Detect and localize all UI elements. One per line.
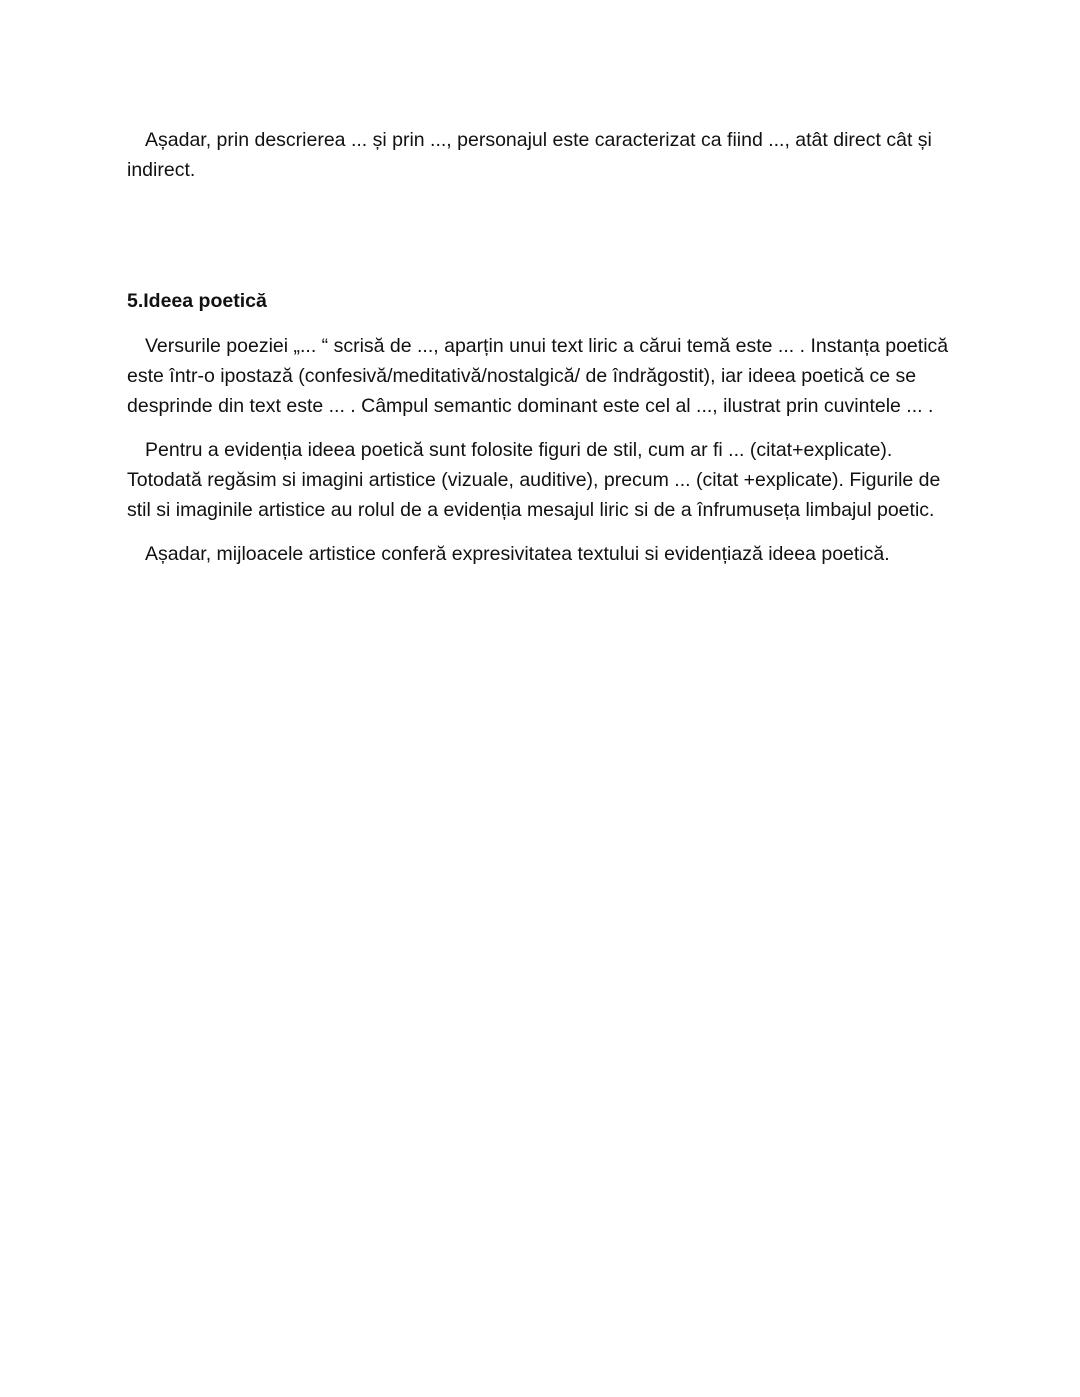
section-heading: 5.Ideea poetică (127, 290, 267, 312)
verses-paragraph: Versurile poeziei „... “ scrisă de ..., aparțin unui text liric a cărui temă este ... . Instanța poetică este într-o ipostază (confesivă/meditativă/nostalgică/ de îndrăgostit), iar ideea poetică ce se desprinde din text este ... . Câmpul semantic dominant este cel al ..., ilustrat prin cuvintele ... . (127, 335, 949, 417)
character-summary-paragraph: Așadar, prin descrierea ... și prin ..., personajul este caracterizat ca fiind ..., atât direct cât și indirect. (127, 129, 932, 181)
document-page (127, 125, 953, 569)
figures-paragraph: Pentru a evidenția ideea poetică sunt folosite figuri de stil, cum ar fi ... (citat+explicate). Totodată regăsim si imagini artistice (vizuale, auditive), precum ... (citat +explicate). Figurile de stil si imaginile artistice au rolul de a evidenția mesajul liric si de a înfrumuseța limbajul poetic. (127, 439, 941, 521)
conclusion-paragraph: Așadar, mijloacele artistice conferă expresivitatea textului si evidențiază ideea poetică. (145, 543, 890, 565)
